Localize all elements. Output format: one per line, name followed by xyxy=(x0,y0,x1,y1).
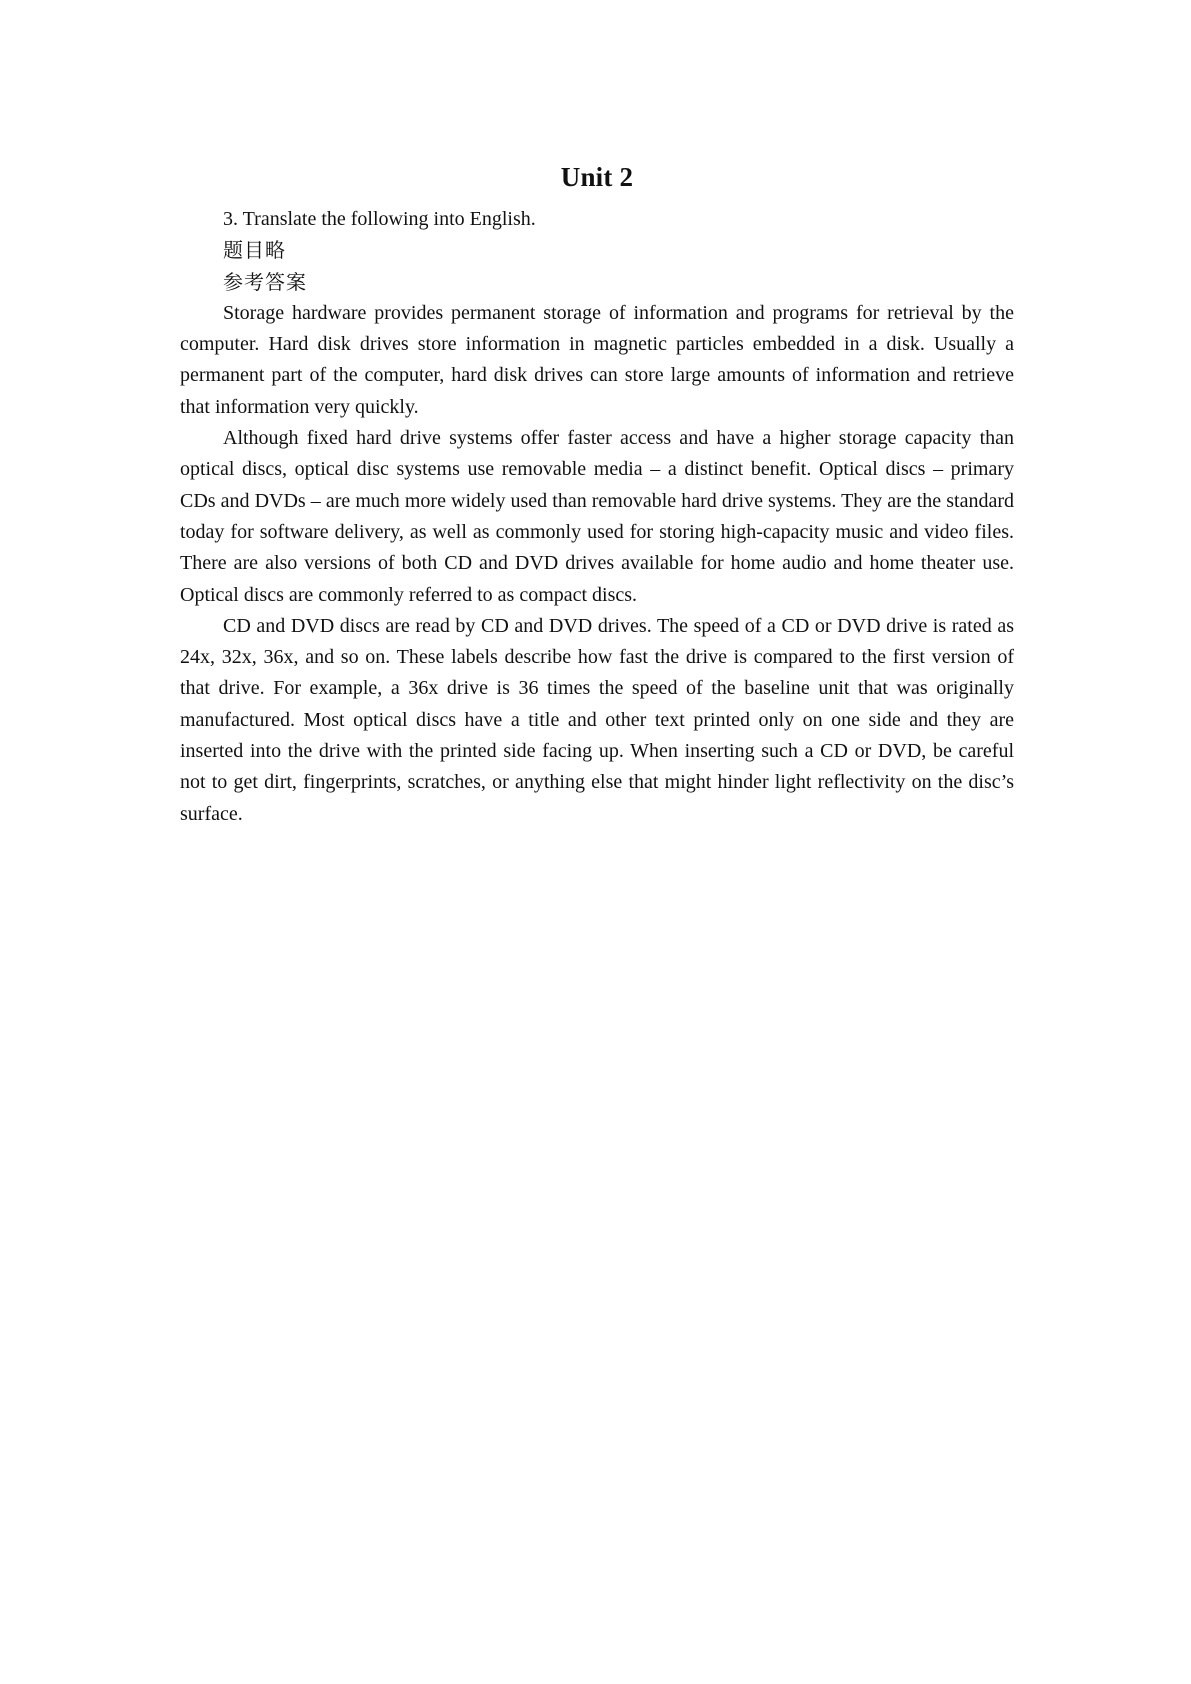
answer-paragraph-1: Storage hardware provides permanent storage of information and programs for retrieval by the computer. Hard disk drives store information in magnetic particles embedded in a disk. Usually a permanent part of the computer, hard disk drives can store large amounts of information and retrieve that information very quickly. xyxy=(180,301,1014,418)
document-page xyxy=(180,150,1029,830)
answer-paragraph-2: Although fixed hard drive systems offer faster access and have a higher storage capacity than optical discs, optical disc systems use removable media – a distinct benefit. Optical discs – primary CDs and DVDs – are much more widely used than removable hard drive systems. They are the standard today for software delivery, as well as commonly used for storing high-capacity music and video files. There are also versions of both CD and DVD drives available for home audio and home theater use. Optical discs are commonly referred to as compact discs. xyxy=(180,427,1029,606)
answer-paragraph-3: CD and DVD discs are read by CD and DVD drives. The speed of a CD or DVD drive is rated as 24x, 32x, 36x, and so on. These labels describe how fast the drive is compared to the first version of that drive. For example, a 36x drive is 36 times the speed of the baseline unit that was originally manufactured. Most optical discs have a title and other text printed only on one side and they are inserted into the drive with the printed side facing up. When inserting such a CD or DVD, be careful not to get dirt, fingerprints, scratches, or anything else that might hinder light reflectivity on the disc’s surface. xyxy=(180,614,1014,825)
reference-answer-label: 参考答案 xyxy=(223,269,307,294)
page-title: Unit 2 xyxy=(560,162,634,192)
exercise-instruction: 3. Translate the following into English. xyxy=(223,208,536,230)
question-omitted-note: 题目略 xyxy=(223,238,286,263)
